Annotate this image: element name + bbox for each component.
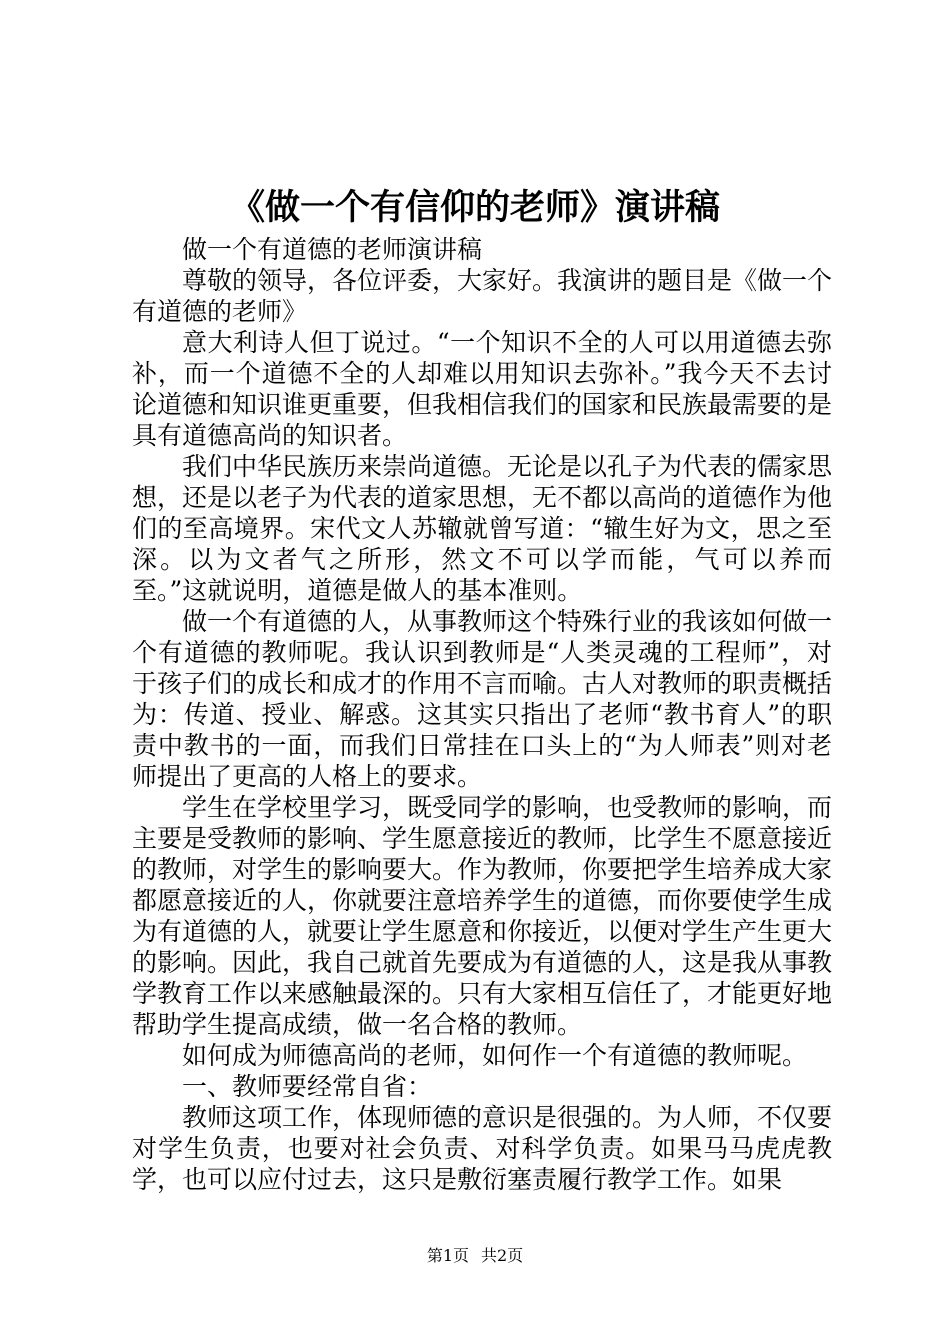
paragraph-self-reflection: 教师这项工作，体现师德的意识是很强的。为人师，不仅要对学生负责，也要对社会负责、对科学负责。如果马马虎虎教学，也可以应付过去，这只是敷衍塞责履行教学工作。如果: [132, 1103, 833, 1194]
document-title: 《做一个有信仰的老师》演讲稿: [229, 187, 720, 228]
page-total: 共2页: [481, 1246, 524, 1265]
paragraph-dante-quote: 意大利诗人但丁说过。“一个知识不全的人可以用道德去弥补，而一个道德不全的人却难以用知识去弥补。”我今天不去讨论道德和知识谁更重要，但我相信我们的国家和民族最需要的是具有道德高尚的知识者。: [132, 328, 833, 450]
page-number: 第1页: [426, 1246, 469, 1265]
page-footer: [0, 1245, 950, 1267]
paragraph-student-influence: 学生在学校里学习，既受同学的影响，也受教师的影响，而主要是受教师的影响、学生愿意接近的教师，比学生不愿意接近的教师，对学生的影响要大。作为教师，你要把学生培养成大家都愿意接近的人，你就要注意培养学生的道德，而你要使学生成为有道德的人，就要让学生愿意和你接近，以便对学生产生更大的影响。因此，我自己就首先要成为有道德的人，这是我从事教学教育工作以来感触最深的。只有大家相互信任了，才能更好地帮助学生提高成绩，做一名合格的教师。: [132, 793, 833, 1039]
paragraph-chinese-morality: 我们中华民族历来崇尚道德。无论是以孔子为代表的儒家思想，还是以老子为代表的道家思想，无不都以高尚的道德作为他们的至高境界。宋代文人苏辙就曾写道：“辙生好为文，思之至深。以为文者气之所形，然文不可以学而能，气可以养而至。”这就说明，道德是做人的基本准则。: [132, 452, 833, 605]
paragraph-teacher-role: 做一个有道德的人，从事教师这个特殊行业的我该如何做一个有道德的教师呢。我认识到教师是“人类灵魂的工程师”，对于孩子们的成长和成才的作用不言而喻。古人对教师的职责概括为：传道、授业、解惑。这其实只指出了老师“教书育人”的职责中教书的一面，而我们日常挂在口头上的“为人师表”则对老师提出了更高的人格上的要求。: [132, 607, 833, 791]
document-body: [132, 234, 832, 1195]
paragraph-subtitle: 做一个有道德的老师演讲稿: [182, 235, 483, 264]
paragraph-question: 如何成为师德高尚的老师，如何作一个有道德的教师呢。: [182, 1041, 808, 1070]
section-heading-self-reflection: 一、教师要经常自省：: [182, 1072, 433, 1101]
paragraph-greeting: 尊敬的领导，各位评委，大家好。我演讲的题目是《做一个有道德的老师》: [132, 266, 833, 326]
